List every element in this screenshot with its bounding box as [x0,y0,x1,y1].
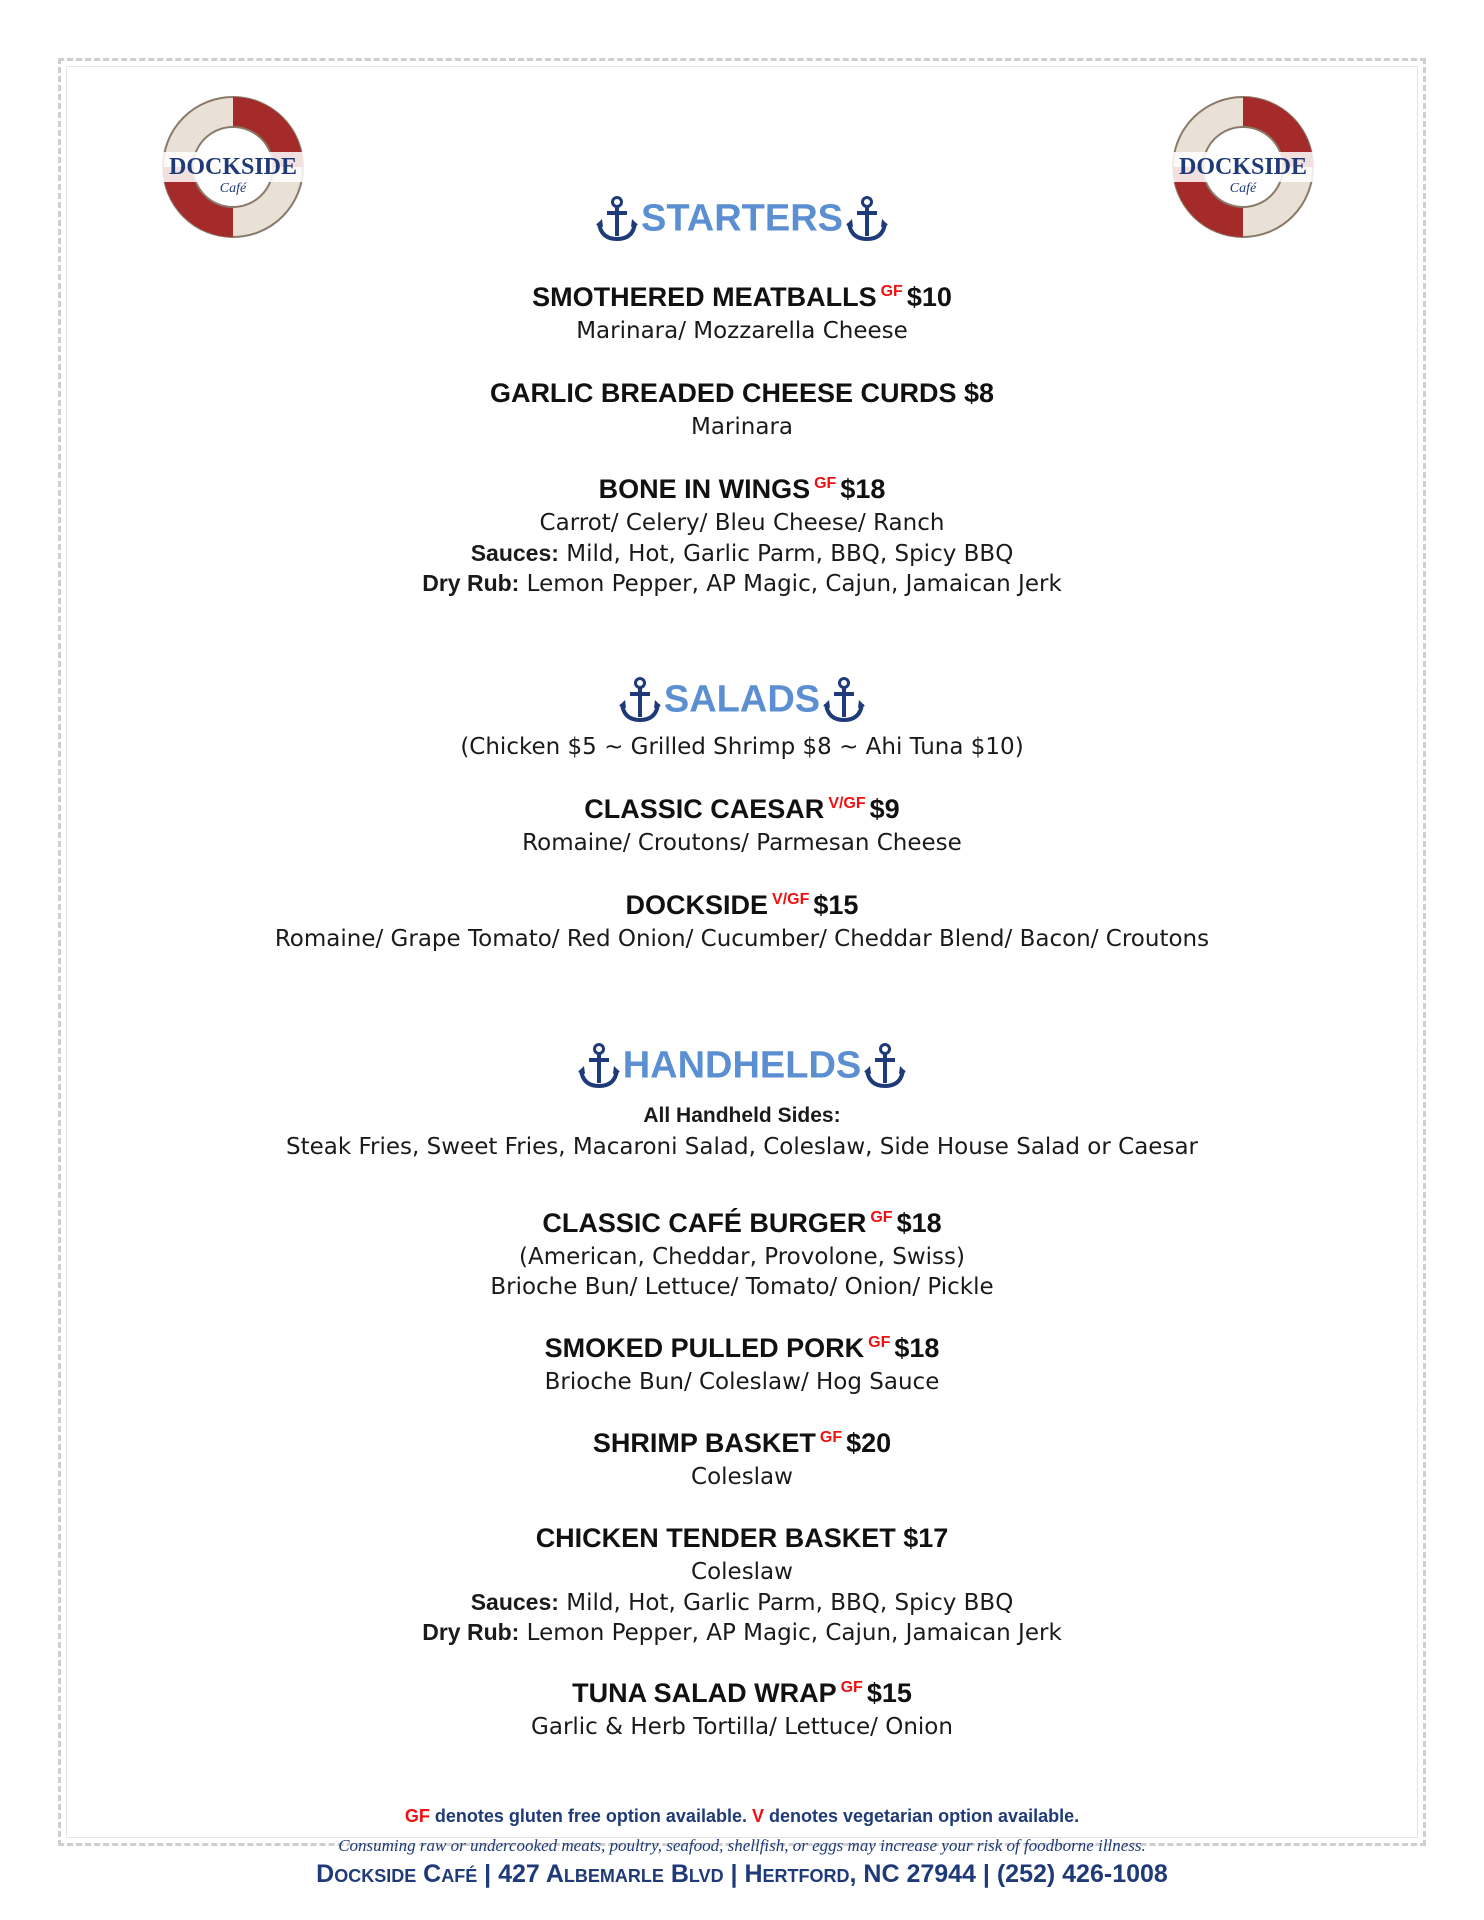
menu-item-cheese-curds: GARLIC BREADED CHEESE CURDS $8 [489,378,995,408]
logo-sub: Café [1229,181,1257,196]
handheld-sides: Steak Fries, Sweet Fries, Macaroni Salad, Coleslaw, Side House Salad or Caesar [285,1134,1198,1160]
menu-item-tuna-wrap: TUNA SALAD WRAP $^{GF}$ $15 [572,1678,912,1708]
handheld-sides-label: All Handheld Sides: [643,1104,841,1127]
anchor-icon [577,1042,621,1090]
item-description: Romaine/ Grape Tomato/ Red Onion/ Cucumber/ Cheddar Blend/ Bacon/ Croutons [274,926,1210,952]
anchor-icon [822,676,866,724]
item-description: Brioche Bun/ Lettuce/ Tomato/ Onion/ Pickle [490,1274,994,1300]
anchor-icon [863,1042,907,1090]
item-description: Marinara/ Mozzarella Cheese [576,318,908,344]
gf-tag: GF [819,1429,843,1446]
gf-tag: GF [868,1334,891,1351]
item-description: Marinara [690,414,793,440]
wing-dry-rub: Dry Rub: Lemon Pepper, AP Magic, Cajun, Jamaican Jerk [422,570,1062,597]
menu-item-dockside-salad: DOCKSIDE $^{V/GF}$ $15 [625,890,859,920]
restaurant-address: Dockside Café | 427 Albemarle Blvd | Hertford, NC 27944 | (252) 426-1008 [316,1860,1168,1888]
item-description: Carrot/ Celery/ Bleu Cheese/ Ranch [539,510,945,536]
logo-text: DOCKSIDE [168,154,298,180]
item-description: Garlic & Herb Tortilla/ Lettuce/ Onion [531,1714,953,1740]
logo-sub: Café [219,181,247,196]
logo-text: DOCKSIDE [1178,154,1308,180]
dietary-legend: GF denotes gluten free option available. V denotes vegetarian option available. [404,1806,1080,1826]
item-description: Coleslaw [691,1559,793,1585]
menu-item-bone-in-wings: BONE IN WINGS $^{GF}$ $18 [598,474,886,504]
section-title-handhelds: HANDHELDS [0,1042,1484,1090]
food-safety-warning: Consuming raw or undercooked meats, poultry, seafood, shellfish, or eggs may increase your risk of foodborne illness. [338,1836,1146,1855]
gf-tag: GF [840,1679,863,1696]
item-description: Coleslaw [691,1464,793,1490]
anchor-icon [845,195,889,243]
vgf-tag: V/GF [828,795,866,812]
tender-sauces: Sauces: Mild, Hot, Garlic Parm, BBQ, Spicy BBQ [470,1589,1014,1616]
anchor-icon [618,676,662,724]
salad-addons: (Chicken $5 ~ Grilled Shrimp $8 ~ Ahi Tuna $10) [460,734,1024,760]
item-description: Brioche Bun/ Coleslaw/ Hog Sauce [544,1369,940,1395]
tender-dry-rub: Dry Rub: Lemon Pepper, AP Magic, Cajun, Jamaican Jerk [422,1619,1062,1646]
menu-item-cafe-burger: CLASSIC CAFÉ BURGER $^{GF}$ $18 [542,1208,942,1238]
item-description: (American, Cheddar, Provolone, Swiss) [519,1244,965,1270]
section-title-salads: SALADS [0,676,1484,724]
menu-item-pulled-pork: SMOKED PULLED PORK $^{GF}$ $18 [544,1333,940,1363]
section-title-starters: STARTERS [0,195,1484,243]
gf-tag: GF [814,475,837,492]
gf-tag: GF [870,1209,893,1226]
menu-item-smothered-meatballs: SMOTHERED MEATBALLS $^{GF}$ $10 [532,282,952,312]
menu-item-shrimp-basket: SHRIMP BASKET $^{GF}$ $20 [592,1428,892,1458]
menu-item-chicken-tender-basket: CHICKEN TENDER BASKET $17 [535,1523,949,1553]
wing-sauces: Sauces: Mild, Hot, Garlic Parm, BBQ, Spicy BBQ [470,540,1014,567]
gf-tag: GF [880,283,903,300]
anchor-icon [595,195,639,243]
vgf-tag: V/GF [772,891,810,908]
menu-item-classic-caesar: CLASSIC CAESAR $^{V/GF}$ $9 [584,794,900,824]
item-description: Romaine/ Croutons/ Parmesan Cheese [522,830,962,856]
